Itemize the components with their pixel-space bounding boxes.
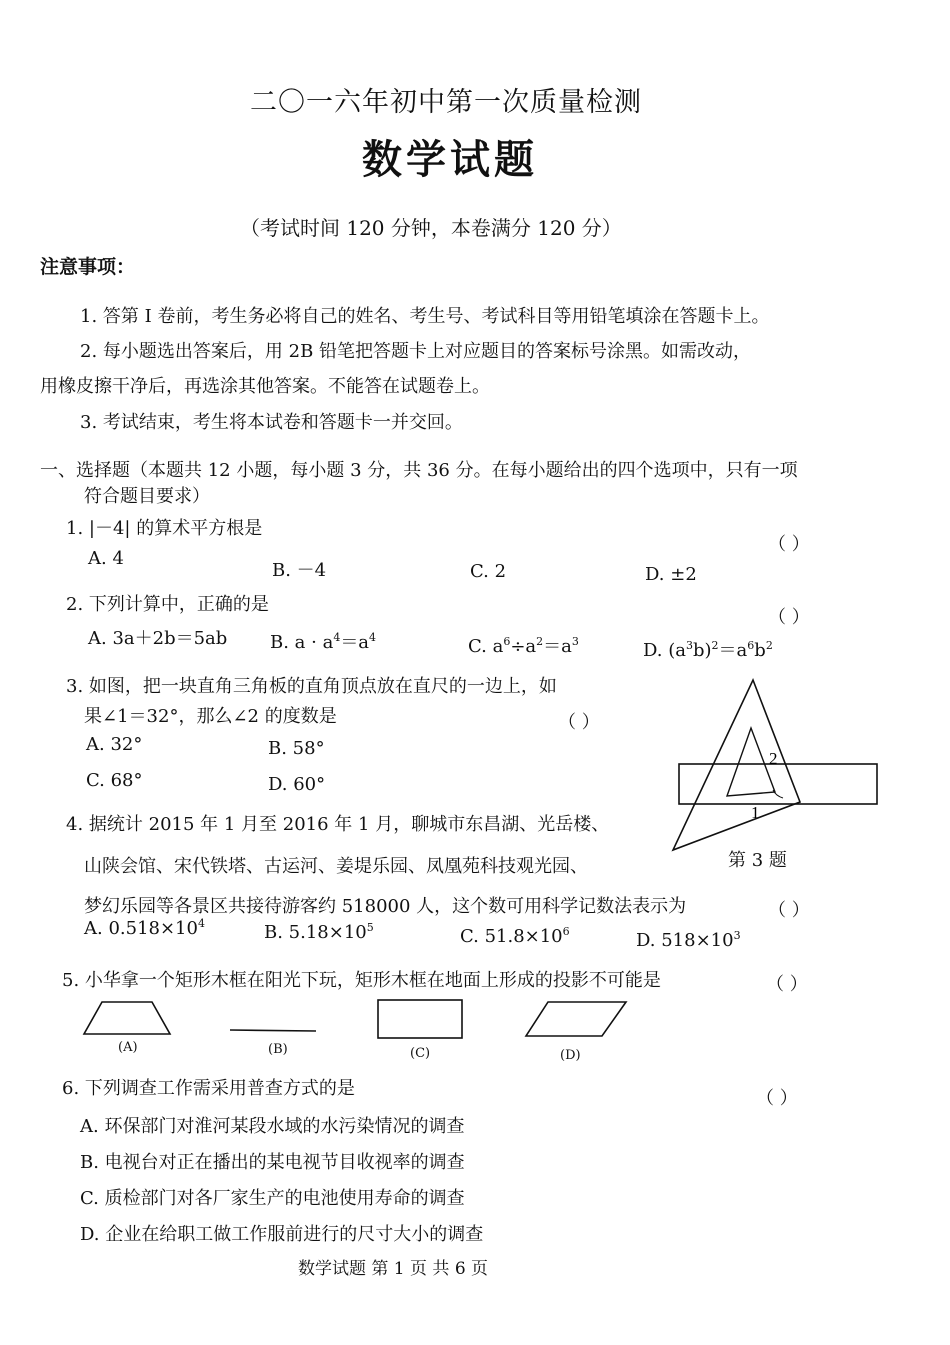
q3-stem-line-2: 果∠1＝32°，那么∠2 的度数是 [84,706,337,727]
q2-d-exp: 6 [747,639,755,652]
q2-d-part: D. (a [643,640,686,661]
q6-stem: 6. 下列调查工作需采用普查方式的是 [62,1078,355,1099]
q5-stem: 5. 小华拿一个矩形木框在阳光下玩，矩形木框在地面上形成的投影不可能是 [62,970,661,991]
q4-b-base: B. 5.18×10 [264,922,367,943]
page-footer: 数学试题 第 1 页 共 6 页 [298,1259,489,1279]
q5-answer-bracket: （ ） [766,974,808,995]
q3-figure [665,672,885,862]
q4-c-exp: 6 [562,925,570,938]
q3-answer-bracket: （ ） [558,712,600,733]
q1-option-a: A. 4 [88,548,124,569]
q2-c-exp: 3 [571,635,579,648]
notice-item-1: 1. 答第 Ⅰ 卷前，考生务必将自己的姓名、考生号、考试科目等用铅笔填涂在答题卡上。 [80,306,770,327]
q2-c-part: ＝a [543,636,572,657]
q3-option-a: A. 32° [86,734,143,755]
q1-stem: 1. |－4| 的算术平方根是 [66,518,263,539]
q2-d-exp: 3 [686,639,693,652]
q3-figure-caption: 第 3 题 [728,850,787,871]
q2-d-part: ＝a [718,640,748,661]
q2-stem: 2. 下列计算中，正确的是 [66,594,269,615]
q5-label-b: (B) [268,1042,288,1057]
q4-stem-line-2: 山陕会馆、宋代铁塔、古运河、姜堤乐园、凤凰苑科技观光园、 [84,856,588,877]
q1-option-d: D. ±2 [645,564,697,585]
q4-option-a [84,918,205,939]
q5-label-c: (C) [410,1046,431,1061]
q4-a-exp: 4 [197,917,205,930]
q2-b-part: ＝a [340,632,370,653]
q6-answer-bracket: （ ） [756,1088,798,1109]
ruler [679,764,877,804]
q5-label-a: (A) [118,1040,138,1055]
q2-b-exp: 4 [333,631,341,644]
q4-d-base: D. 518×10 [636,930,734,951]
q2-c-exp: 2 [536,635,544,648]
fig-label-1: 1 [751,803,760,822]
notice-item-2-line-2: 用橡皮擦干净后，再选涂其他答案。不能答在试题卷上。 [40,376,490,397]
q4-b-exp: 5 [366,921,374,934]
q2-answer-bracket: （ ） [768,607,810,628]
q4-d-exp: 3 [733,929,741,942]
q2-d-part: b) [693,640,712,661]
q2-c-exp: 6 [503,635,511,648]
q6-option-b: B. 电视台对正在播出的某电视节目收视率的调查 [80,1152,465,1173]
q1-option-c: C. 2 [470,561,507,582]
q4-answer-bracket: （ ） [768,900,810,921]
q6-option-d: D. 企业在给职工做工作服前进行的尺寸大小的调查 [80,1224,484,1245]
notice-item-2-line-1: 2. 每小题选出答案后，用 2B 铅笔把答题卡上对应题目的答案标号涂黑。如需改动， [80,341,752,362]
q2-b-exp: 4 [369,631,377,644]
q2-c-part: ÷a [510,636,537,657]
q2-option-c [468,632,579,658]
q6-option-a: A. 环保部门对淮河某段水域的水污染情况的调查 [80,1116,465,1137]
q4-a-base: A. 0.518×10 [84,918,198,939]
q4-option-b [264,922,374,943]
q1-answer-bracket: （ ） [768,534,810,555]
q4-stem-line-3: 梦幻乐园等各景区共接待游客约 518000 人，这个数可用科学记数法表示为 [84,896,687,917]
q3-option-d: D. 60° [268,774,326,795]
q1-option-b: B. －4 [272,560,327,581]
q4-stem-line-1: 4. 据统计 2015 年 1 月至 2016 年 1 月，聊城市东昌湖、光岳楼、 [66,814,610,835]
q2-d-exp: 2 [711,639,719,652]
q6-option-c: C. 质检部门对各厂家生产的电池使用寿命的调查 [80,1188,465,1209]
subject-title: 数学试题 [362,136,538,183]
exam-info: （考试时间 120 分钟，本卷满分 120 分） [240,216,622,240]
q3-stem-line-1: 3. 如图，把一块直角三角板的直角顶点放在直尺的一边上，如 [66,676,557,697]
q2-option-d [643,636,773,662]
q4-c-base: C. 51.8×10 [460,926,563,947]
q3-option-b: B. 58° [268,738,325,759]
section-title-line-2: 符合题目要求） [84,486,210,507]
fig-label-2: 2 [769,749,778,768]
q5-shape-c [374,996,474,1042]
triangle-inner [727,728,775,796]
q3-option-c: C. 68° [86,770,143,791]
q5-label-d: (D) [560,1048,581,1063]
q2-b-part: B. a · a [270,632,334,653]
q5-shape-b [226,998,326,1038]
notice-item-3: 3. 考试结束，考生将本试卷和答题卡一并交回。 [80,412,463,433]
triangle-outer [673,680,800,850]
exam-name: 二〇一六年初中第一次质量检测 [250,87,642,118]
q5-shape-a [80,998,180,1038]
q2-d-exp: 2 [765,639,773,652]
q2-option-b [270,628,376,654]
q4-option-c [460,926,570,947]
q2-option-a: A. 3a＋2b＝5ab [88,628,228,649]
notice-heading: 注意事项： [40,256,136,278]
q4-option-d [636,930,741,951]
section-title-line-1: 一、选择题（本题共 12 小题，每小题 3 分，共 36 分。在每小题给出的四个选项中，只有一项 [40,460,798,481]
q2-d-part: b [754,640,766,661]
q5-shape-d [522,998,632,1042]
q2-c-part: C. a [468,636,504,657]
